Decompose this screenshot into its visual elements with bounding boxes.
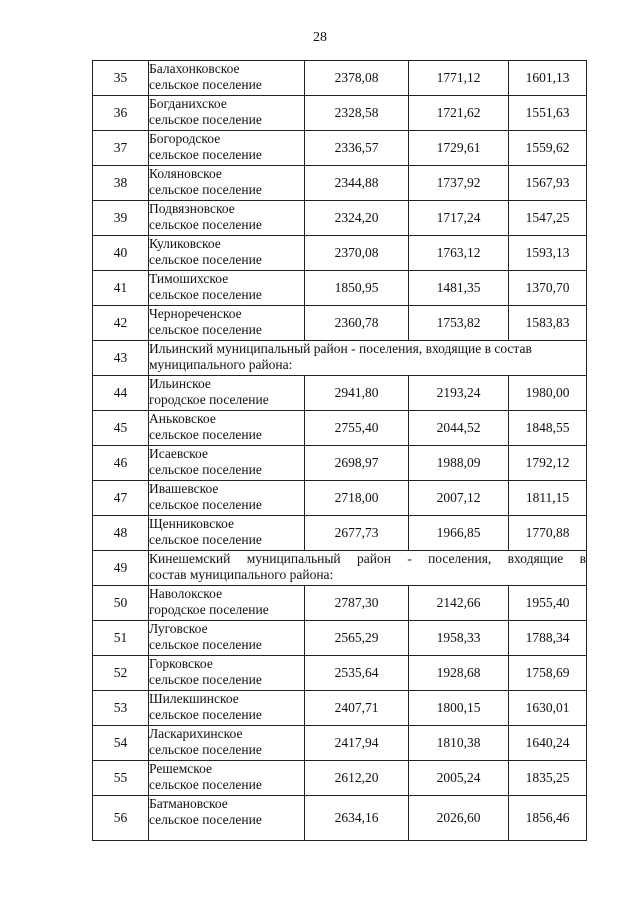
row-number: 42	[93, 306, 149, 341]
table-row	[93, 481, 587, 516]
value-col-3: 1583,83	[509, 306, 587, 341]
row-number: 36	[93, 96, 149, 131]
settlement-name-line-1: Решемское	[149, 761, 213, 776]
value-col-3: 1835,25	[509, 761, 587, 796]
section-title	[149, 341, 587, 376]
value-col-3: 1980,00	[509, 376, 587, 411]
value-col-1: 2328,58	[305, 96, 409, 131]
settlement-name-line-1: Тимошихское	[149, 271, 229, 286]
row-number: 56	[93, 796, 149, 841]
settlement-name	[149, 306, 305, 341]
table-row	[93, 411, 587, 446]
value-col-1: 2755,40	[305, 411, 409, 446]
row-number: 46	[93, 446, 149, 481]
settlement-name-line-2: городское поселение	[149, 392, 269, 407]
table-row	[93, 131, 587, 166]
settlement-name-line-2: сельское поселение	[149, 427, 262, 442]
value-col-1: 2344,88	[305, 166, 409, 201]
settlement-name-line-1: Наволокское	[149, 586, 223, 601]
settlement-name	[149, 481, 305, 516]
settlement-name	[149, 61, 305, 96]
value-col-3: 1640,24	[509, 726, 587, 761]
value-col-1: 2378,08	[305, 61, 409, 96]
section-title-line-2: состав муниципального района:	[149, 567, 334, 582]
settlement-name	[149, 131, 305, 166]
settlement-name-line-2: сельское поселение	[149, 707, 262, 722]
value-col-2: 1481,35	[409, 271, 509, 306]
table-row	[93, 306, 587, 341]
settlement-name	[149, 656, 305, 691]
row-number: 48	[93, 516, 149, 551]
row-number: 35	[93, 61, 149, 96]
value-col-2: 1763,12	[409, 236, 509, 271]
value-col-2: 2193,24	[409, 376, 509, 411]
row-number: 52	[93, 656, 149, 691]
value-col-2: 1988,09	[409, 446, 509, 481]
value-col-1: 2677,73	[305, 516, 409, 551]
section-title-line-1: Кинешемский муниципальный район - поселения, входящие в	[149, 551, 586, 566]
value-col-1: 2634,16	[305, 796, 409, 841]
row-number: 38	[93, 166, 149, 201]
value-col-3: 1792,12	[509, 446, 587, 481]
value-col-3: 1547,25	[509, 201, 587, 236]
page-number: 28	[313, 30, 327, 45]
settlement-name-line-1: Коляновское	[149, 166, 222, 181]
value-col-3: 1758,69	[509, 656, 587, 691]
value-col-2: 2007,12	[409, 481, 509, 516]
settlement-name-line-1: Балахонковское	[149, 61, 240, 76]
value-col-3: 1601,13	[509, 61, 587, 96]
value-col-2: 1717,24	[409, 201, 509, 236]
value-col-2: 1771,12	[409, 61, 509, 96]
table-row	[93, 236, 587, 271]
table-row	[93, 586, 587, 621]
settlement-name-line-2: сельское поселение	[149, 462, 262, 477]
value-col-2: 1737,92	[409, 166, 509, 201]
settlement-name-line-1: Горковское	[149, 656, 213, 671]
settlement-name-line-1: Батмановское	[149, 796, 228, 811]
settlement-name-line-1: Богородское	[149, 131, 221, 146]
settlement-name	[149, 691, 305, 726]
settlement-name-line-2: сельское поселение	[149, 252, 262, 267]
settlement-name-line-1: Куликовское	[149, 236, 221, 251]
settlement-name-line-2: сельское поселение	[149, 742, 262, 757]
settlement-name	[149, 516, 305, 551]
value-col-3: 1848,55	[509, 411, 587, 446]
row-number: 49	[93, 551, 149, 586]
value-col-2: 2005,24	[409, 761, 509, 796]
row-number: 41	[93, 271, 149, 306]
table-row	[93, 516, 587, 551]
section-header-row	[93, 551, 587, 586]
value-col-1: 2698,97	[305, 446, 409, 481]
table-row	[93, 376, 587, 411]
table-row	[93, 691, 587, 726]
row-number: 39	[93, 201, 149, 236]
settlement-name	[149, 96, 305, 131]
row-number: 44	[93, 376, 149, 411]
row-number: 47	[93, 481, 149, 516]
value-col-1: 2370,08	[305, 236, 409, 271]
row-number: 55	[93, 761, 149, 796]
section-header-row	[93, 341, 587, 376]
settlement-name	[149, 376, 305, 411]
value-col-1: 2417,94	[305, 726, 409, 761]
table-row	[93, 656, 587, 691]
row-number: 43	[93, 341, 149, 376]
table-row	[93, 271, 587, 306]
value-col-1: 2407,71	[305, 691, 409, 726]
table-row	[93, 446, 587, 481]
settlement-name-line-1: Шилекшинское	[149, 691, 239, 706]
settlement-name-line-1: Аньковское	[149, 411, 216, 426]
settlement-name	[149, 271, 305, 306]
value-col-2: 1810,38	[409, 726, 509, 761]
settlement-name-line-2: сельское поселение	[149, 147, 262, 162]
value-col-3: 1370,70	[509, 271, 587, 306]
settlement-name-line-1: Ильинское	[149, 376, 211, 391]
value-col-2: 2044,52	[409, 411, 509, 446]
table-row	[93, 621, 587, 656]
value-col-3: 1630,01	[509, 691, 587, 726]
value-col-1: 2535,64	[305, 656, 409, 691]
section-title	[149, 551, 587, 586]
settlement-name-line-2: сельское поселение	[149, 672, 262, 687]
table-row	[93, 96, 587, 131]
row-number: 45	[93, 411, 149, 446]
settlement-name-line-1: Исаевское	[149, 446, 208, 461]
value-col-2: 1800,15	[409, 691, 509, 726]
value-col-3: 1811,15	[509, 481, 587, 516]
settlement-name-line-1: Богданихское	[149, 96, 227, 111]
table-row	[93, 166, 587, 201]
value-col-2: 1721,62	[409, 96, 509, 131]
value-col-3: 1955,40	[509, 586, 587, 621]
settlement-name	[149, 761, 305, 796]
value-col-3: 1567,93	[509, 166, 587, 201]
settlement-name	[149, 621, 305, 656]
settlement-name-line-1: Луговское	[149, 621, 208, 636]
row-number: 51	[93, 621, 149, 656]
settlement-name-line-2: сельское поселение	[149, 217, 262, 232]
settlement-name-line-2: сельское поселение	[149, 777, 262, 792]
settlements-table	[92, 60, 587, 841]
settlement-name	[149, 411, 305, 446]
value-col-3: 1856,46	[509, 796, 587, 841]
settlement-name-line-2: сельское поселение	[149, 497, 262, 512]
section-title-line-1: Ильинский муниципальный район - поселения, входящие в состав	[149, 341, 532, 356]
settlement-name-line-1: Щенниковское	[149, 516, 234, 531]
row-number: 54	[93, 726, 149, 761]
value-col-1: 2941,80	[305, 376, 409, 411]
value-col-2: 1729,61	[409, 131, 509, 166]
value-col-1: 2324,20	[305, 201, 409, 236]
value-col-1: 2565,29	[305, 621, 409, 656]
settlement-name-line-1: Ивашевское	[149, 481, 219, 496]
settlement-name	[149, 796, 305, 841]
settlement-name-line-2: сельское поселение	[149, 532, 262, 547]
value-col-2: 1966,85	[409, 516, 509, 551]
value-col-2: 2142,66	[409, 586, 509, 621]
value-col-1: 2360,78	[305, 306, 409, 341]
settlement-name-line-2: сельское поселение	[149, 287, 262, 302]
table-body	[93, 61, 587, 841]
value-col-1: 2787,30	[305, 586, 409, 621]
value-col-2: 1928,68	[409, 656, 509, 691]
settlement-name	[149, 726, 305, 761]
settlement-name	[149, 236, 305, 271]
table-row	[93, 201, 587, 236]
value-col-3: 1788,34	[509, 621, 587, 656]
settlement-name-line-2: сельское поселение	[149, 112, 262, 127]
row-number: 37	[93, 131, 149, 166]
value-col-1: 1850,95	[305, 271, 409, 306]
value-col-2: 1753,82	[409, 306, 509, 341]
settlement-name	[149, 201, 305, 236]
table-row	[93, 726, 587, 761]
table-row	[93, 761, 587, 796]
settlement-name-line-1: Подвязновское	[149, 201, 235, 216]
value-col-2: 2026,60	[409, 796, 509, 841]
settlement-name-line-1: Ласкарихинское	[149, 726, 243, 741]
settlement-name-line-2: сельское поселение	[149, 182, 262, 197]
row-number: 53	[93, 691, 149, 726]
table-row	[93, 61, 587, 96]
settlement-name-line-2: сельское поселение	[149, 322, 262, 337]
value-col-1: 2336,57	[305, 131, 409, 166]
value-col-2: 1958,33	[409, 621, 509, 656]
settlement-name-line-2: сельское поселение	[149, 77, 262, 92]
settlement-name-line-2: городское поселение	[149, 602, 269, 617]
value-col-3: 1593,13	[509, 236, 587, 271]
settlement-name-line-2: сельское поселение	[149, 812, 262, 827]
value-col-3: 1770,88	[509, 516, 587, 551]
table-row	[93, 796, 587, 841]
value-col-1: 2612,20	[305, 761, 409, 796]
value-col-3: 1551,63	[509, 96, 587, 131]
settlement-name	[149, 166, 305, 201]
settlement-name	[149, 446, 305, 481]
settlement-name	[149, 586, 305, 621]
value-col-3: 1559,62	[509, 131, 587, 166]
settlement-name-line-1: Чернореченское	[149, 306, 242, 321]
row-number: 50	[93, 586, 149, 621]
value-col-1: 2718,00	[305, 481, 409, 516]
section-title-line-2: муниципального района:	[149, 357, 293, 372]
row-number: 40	[93, 236, 149, 271]
settlement-name-line-2: сельское поселение	[149, 637, 262, 652]
